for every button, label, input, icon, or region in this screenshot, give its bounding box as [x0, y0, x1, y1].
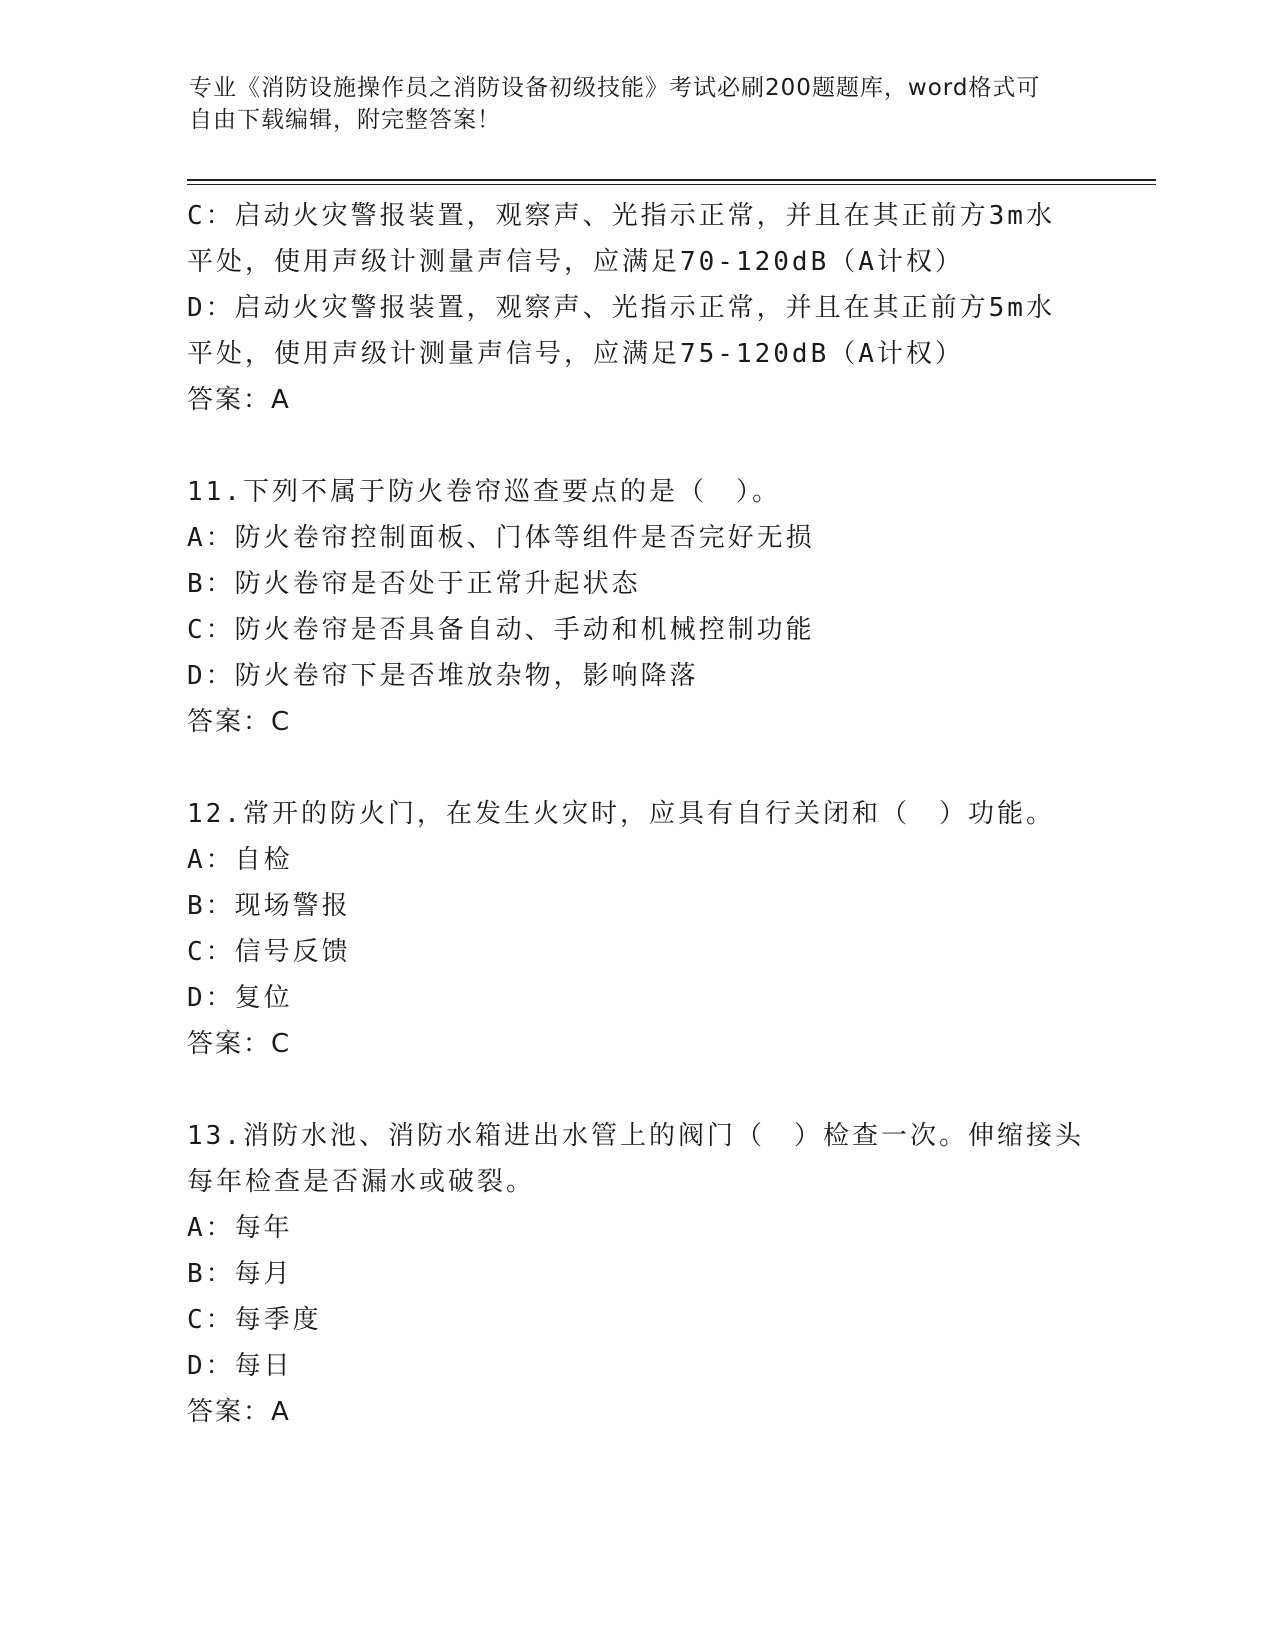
header-title-line-1: 专业《消防设施操作员之消防设备初级技能》考试必刷200题题库，word格式可 — [189, 75, 1041, 101]
option-b: B：每月 — [187, 1259, 293, 1289]
question-13 — [187, 1113, 1087, 1435]
previous-question-tail — [187, 193, 1087, 423]
spacer — [187, 423, 1087, 469]
option-d: D：复位 — [187, 983, 293, 1013]
option-d-line-1: D：启动火灾警报装置，观察声、光指示正常，并且在其正前方5m水 — [187, 293, 1055, 323]
question-text: 12.常开的防火门，在发生火灾时，应具有自行关闭和（ ）功能。 — [187, 799, 1055, 829]
header-divider-thin — [187, 184, 1156, 185]
option-a: A：每年 — [187, 1213, 293, 1243]
answer: 答案：A — [187, 385, 291, 415]
option-b: B：现场警报 — [187, 891, 351, 921]
header-title-line-2: 自由下载编辑，附完整答案！ — [189, 107, 501, 133]
question-12 — [187, 791, 1087, 1067]
answer: 答案：C — [187, 1029, 292, 1059]
option-c-line-1: C：启动火灾警报装置，观察声、光指示正常，并且在其正前方3m水 — [187, 201, 1055, 231]
answer: 答案：A — [187, 1397, 291, 1427]
option-d-line-2: 平处，使用声级计测量声信号，应满足75-120dB（A计权） — [187, 339, 964, 369]
answer: 答案：C — [187, 707, 292, 737]
spacer — [187, 1067, 1087, 1113]
header-divider-thick — [187, 179, 1156, 181]
question-11 — [187, 469, 1087, 745]
question-text: 11.下列不属于防火卷帘巡查要点的是（ ）。 — [187, 477, 781, 507]
question-text-line-1: 13.消防水池、消防水箱进出水管上的阀门（ ）检查一次。伸缩接头 — [187, 1121, 1084, 1151]
option-c: C：信号反馈 — [187, 937, 351, 967]
option-d: D：每日 — [187, 1351, 293, 1381]
option-a: A：自检 — [187, 845, 293, 875]
option-a: A：防火卷帘控制面板、门体等组件是否完好无损 — [187, 523, 815, 553]
question-text-line-2: 每年检查是否漏水或破裂。 — [187, 1167, 536, 1197]
option-c: C：防火卷帘是否具备自动、手动和机械控制功能 — [187, 615, 815, 645]
option-c-line-2: 平处，使用声级计测量声信号，应满足70-120dB（A计权） — [187, 247, 964, 277]
question-content — [187, 193, 1087, 1435]
option-b: B：防火卷帘是否处于正常升起状态 — [187, 569, 641, 599]
option-c: C：每季度 — [187, 1305, 322, 1335]
option-d: D：防火卷帘下是否堆放杂物，影响降落 — [187, 661, 699, 691]
document-header — [189, 72, 1069, 136]
spacer — [187, 745, 1087, 791]
